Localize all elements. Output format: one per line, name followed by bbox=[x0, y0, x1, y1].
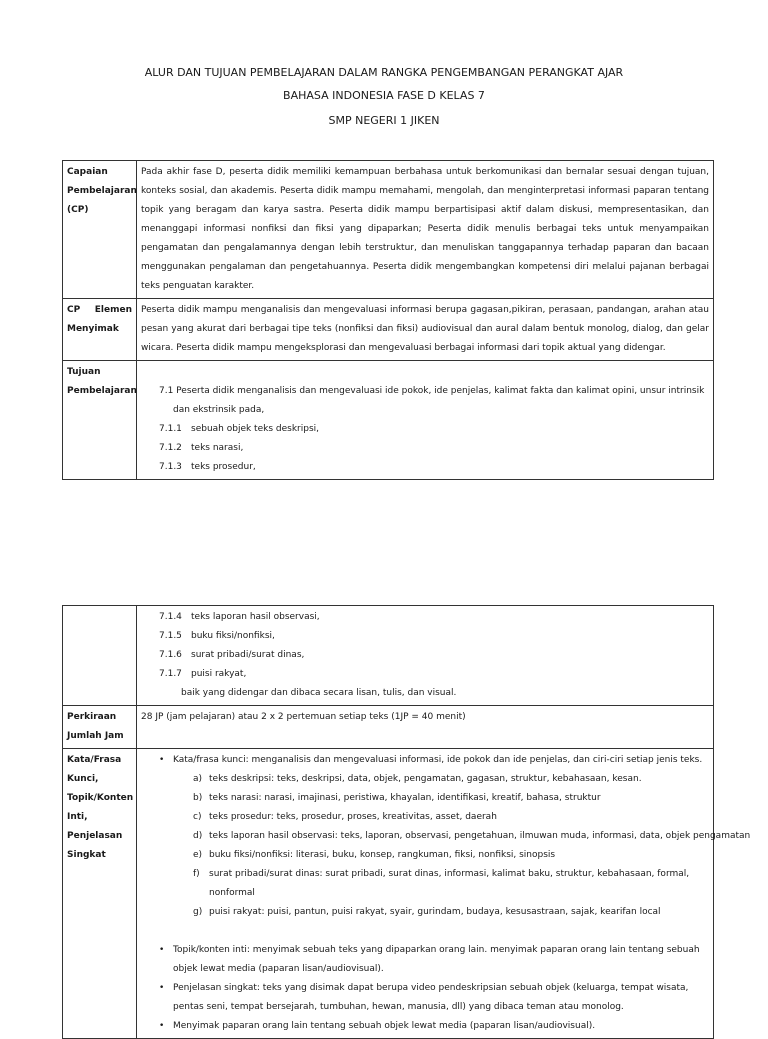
row-tujuan-continued bbox=[63, 606, 714, 706]
jumlah-jam-text: 28 JP (jam pelajaran) atau 2 x 2 pertemuan setiap teks (1JP = 40 menit) bbox=[137, 706, 714, 749]
tujuan-pembelajaran-content bbox=[137, 361, 714, 480]
document-subtitle: BAHASA INDONESIA FASE D KELAS 7 bbox=[283, 89, 485, 102]
tp-closing: baik yang didengar dan dibaca secara lisan, tulis, dan visual. bbox=[181, 688, 457, 698]
list-item: 7.1.3 teks prosedur, bbox=[159, 462, 256, 472]
list-item: 7.1.7 puisi rakyat, bbox=[159, 669, 247, 679]
list-item: 7.1.4 teks laporan hasil observasi, bbox=[159, 612, 320, 622]
document-title: ALUR DAN TUJUAN PEMBELAJARAN DALAM RANGKA PENGEMBANGAN PERANGKAT AJAR bbox=[144, 66, 624, 79]
tujuan-continued-content bbox=[137, 606, 714, 706]
topik-penjelasan-list bbox=[141, 941, 709, 1036]
label-cp-elemen-menyimak: CP Elemen Menyimak bbox=[63, 299, 137, 361]
elemen-menyimak-text: Peserta didik mampu menganalisis dan mengevaluasi informasi berupa gagasan,pikiran, perasaan, pandangan, arahan atau pesan yang akurat dari berbagai tipe teks (nonfiksi dan fiksi) audiovisual dan aural dalam bentuk monolog, dialog, dan gelar wicara. Peserta didik mampu mengeksplorasi dan mengevaluasi berbagai informasi dari topik aktual yang didengar. bbox=[137, 299, 714, 361]
list-item: 7.1.5 buku fiksi/nonfiksi, bbox=[159, 631, 275, 641]
capaian-pembelajaran-text: Pada akhir fase D, peserta didik memiliki kemampuan berbahasa untuk berkomunikasi dan bernalar sesuai dengan tujuan, konteks sosial, dan akademis. Peserta didik mampu memahami, mengolah, dan menginterpretasi informasi paparan tentang topik yang beragam dan karya sastra. Peserta didik mampu berpartisipasi aktif dalam diskusi, mempresentasikan, dan menanggapi informasi nonfiksi dan fiksi yang dipaparkan; Peserta didik menulis berbagai teks untuk menyampaikan pengamatan dan pengalamannya dengan lebih terstruktur, dan menuliskan tanggapannya terhadap paparan dan bacaan menggunakan pengalaman dan pengetahuannya. Peserta didik mengembangkan kompetensi diri melalui pajanan berbagai teks penguatan karakter. bbox=[137, 161, 714, 299]
label-empty bbox=[63, 606, 137, 706]
school-name: SMP NEGERI 1 JIKEN bbox=[328, 114, 440, 127]
list-item: e) buku fiksi/nonfiksi: literasi, buku, konsep, rangkuman, fiksi, nonfiksi, sinopsis bbox=[193, 850, 556, 860]
label-capaian-pembelajaran: Capaian Pembelajaran (CP) bbox=[63, 161, 137, 299]
kata-frasa-content bbox=[137, 749, 751, 1039]
list-item: • Topik/konten inti: menyimak sebuah teks yang dipaparkan orang lain. menyimak paparan orang lain tentang sebuah objek lewat media (paparan lisan/audiovisual). bbox=[173, 941, 709, 979]
list-item: • Menyimak paparan orang lain tentang sebuah objek lewat media (paparan lisan/audiovisual). bbox=[173, 1017, 709, 1036]
kata-kunci-list bbox=[141, 751, 709, 770]
list-item: b) teks narasi: narasi, imajinasi, peristiwa, khayalan, identifikasi, kreatif, bahasa, struktur bbox=[193, 793, 601, 803]
table-tp-continued bbox=[62, 605, 751, 1039]
row-capaian-pembelajaran bbox=[63, 161, 714, 299]
row-perkiraan-jumlah-jam bbox=[63, 706, 714, 749]
label-kata-frasa-kunci: Kata/Frasa Kunci, Topik/Konten Inti, Penjelasan Singkat bbox=[63, 749, 137, 1039]
list-item: g) puisi rakyat: puisi, pantun, puisi rakyat, syair, gurindam, budaya, kesusastraan, sajak, kearifan local bbox=[193, 907, 661, 917]
list-item: 7.1.1 sebuah objek teks deskripsi, bbox=[159, 424, 319, 434]
tp-main-statement: 7.1 Peserta didik menganalisis dan mengevaluasi ide pokok, ide penjelas, kalimat fakta dan kalimat opini, unsur intrinsik dan ekstrinsik pada, bbox=[159, 386, 705, 415]
list-item: f) surat pribadi/surat dinas: surat pribadi, surat dinas, informasi, kalimat baku, struktur, kebahasaan, formal, nonformal bbox=[193, 869, 690, 898]
row-kata-frasa-kunci bbox=[63, 749, 714, 1039]
list-item: a) teks deskripsi: teks, deskripsi, data, objek, pengamatan, gagasan, struktur, kebahasaan, kesan. bbox=[193, 774, 642, 784]
list-item: c) teks prosedur: teks, prosedur, proses, kreativitas, asset, daerah bbox=[193, 812, 497, 822]
list-item: d) teks laporan hasil observasi: teks, laporan, observasi, pengetahuan, ilmuwan muda, informasi, data, objek pengamatan bbox=[193, 831, 751, 841]
row-cp-elemen-menyimak bbox=[63, 299, 714, 361]
label-tujuan-pembelajaran: Tujuan Pembelajaran bbox=[63, 361, 137, 480]
table-cp-tp bbox=[62, 160, 714, 480]
list-item: 7.1.2 teks narasi, bbox=[159, 443, 244, 453]
list-item: • Penjelasan singkat: teks yang disimak dapat berupa video pendeskripsian sebuah objek (keluarga, tempat wisata, pentas seni, tempat bersejarah, tumbuhan, hewan, manusia, dll) yang dibaca teman atau monolog. bbox=[173, 979, 709, 1017]
list-item: 7.1.6 surat pribadi/surat dinas, bbox=[159, 650, 305, 660]
row-tujuan-pembelajaran bbox=[63, 361, 714, 480]
label-perkiraan-jumlah-jam: Perkiraan Jumlah Jam bbox=[63, 706, 137, 749]
list-item: • Kata/frasa kunci: menganalisis dan mengevaluasi informasi, ide pokok dan ide penjelas, dan ciri-ciri setiap jenis teks. bbox=[173, 751, 709, 770]
text-type-list bbox=[141, 770, 751, 922]
